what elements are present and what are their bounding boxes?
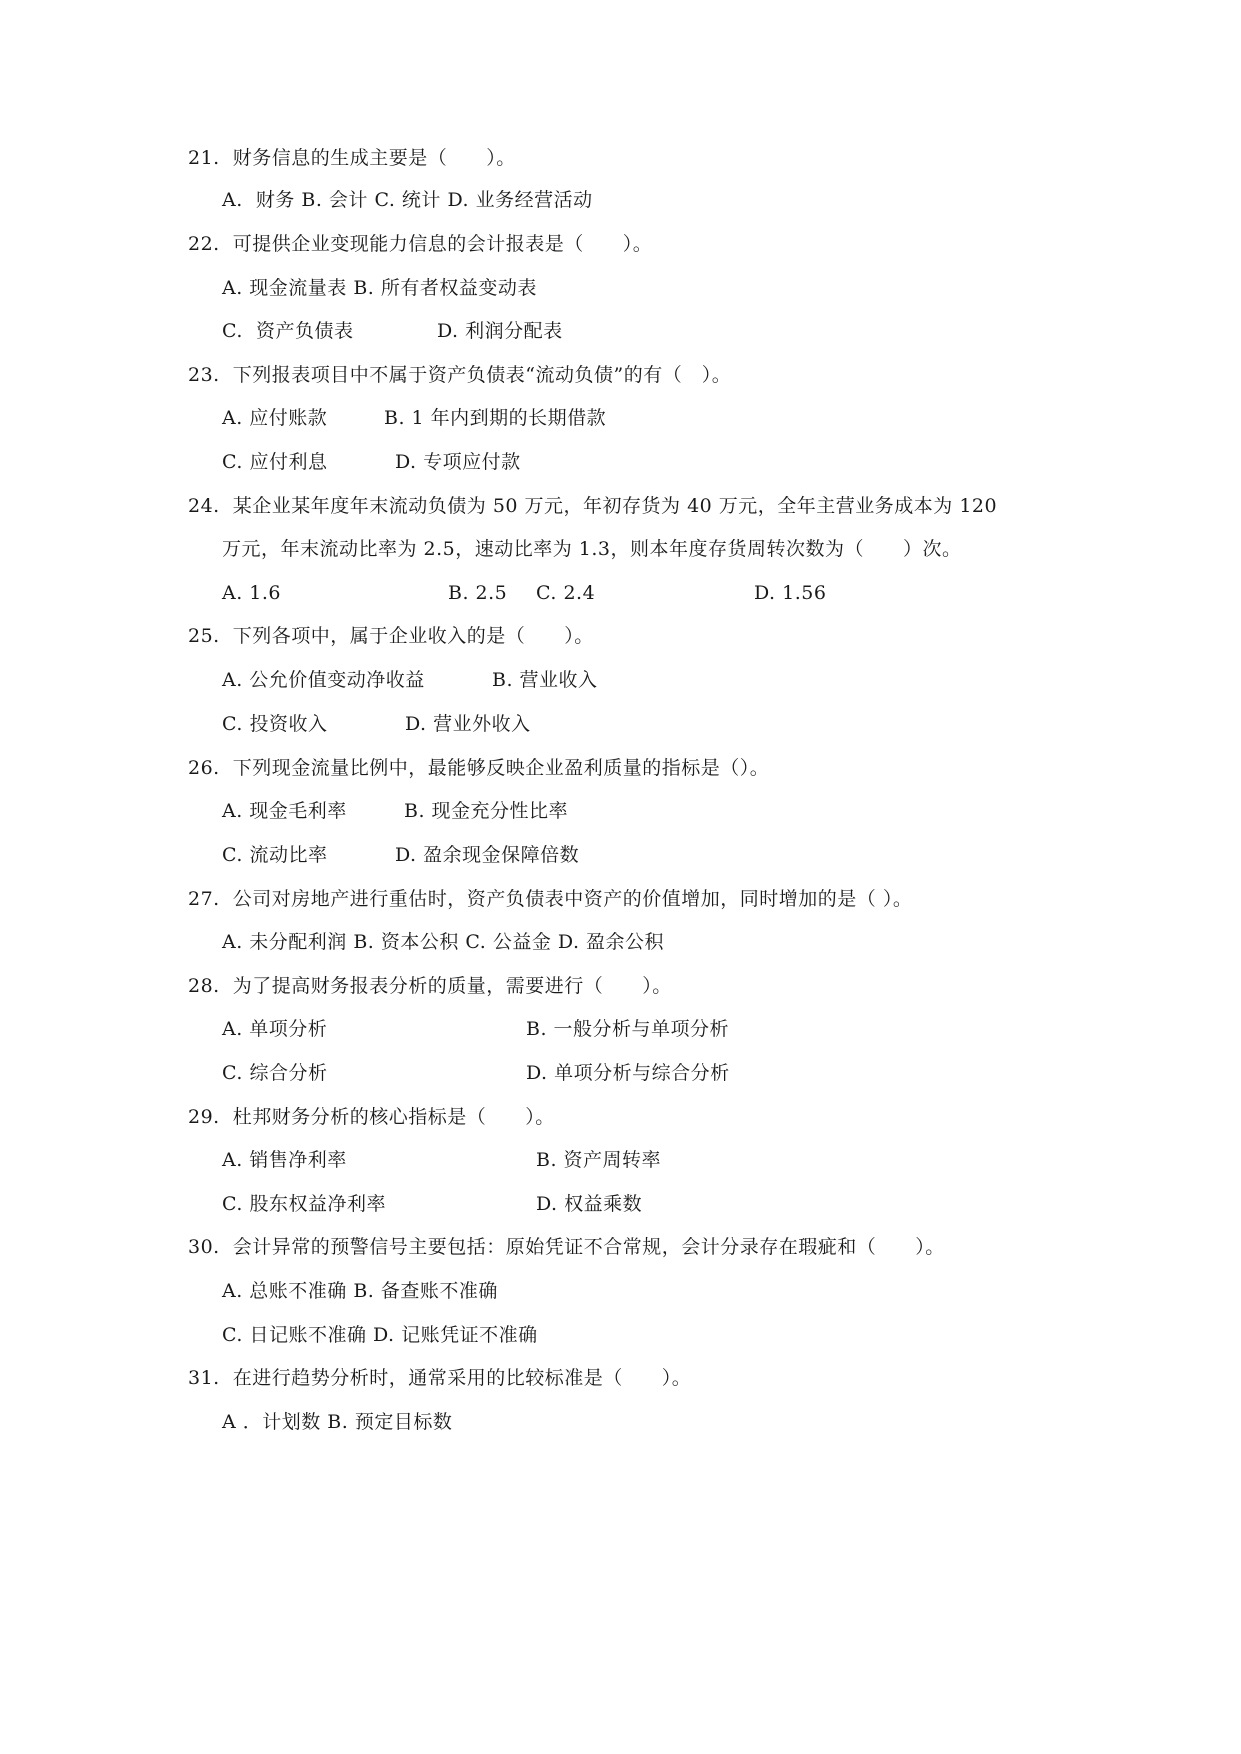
question-22-option-d: D. 利润分配表 <box>437 320 563 342</box>
question-24-option-b: B. 2.5 <box>448 582 508 604</box>
question-28-option-c: C. 综合分析 <box>222 1062 328 1084</box>
question-25-option-d: D. 营业外收入 <box>405 713 531 735</box>
question-24-stem-continued: 万元，年末流动比率为 2.5，速动比率为 1.3，则本年度存货周转次数为（ ）次。 <box>222 538 962 560</box>
question-27-stem: 27. 公司对房地产进行重估时，资产负债表中资产的价值增加，同时增加的是（ ）。 <box>188 888 913 910</box>
question-22-option-c: C. 资产负债表 <box>222 320 354 342</box>
question-21-stem: 21. 财务信息的生成主要是（ ）。 <box>188 147 516 169</box>
question-29-option-d: D. 权益乘数 <box>536 1193 643 1215</box>
question-23-option-a: A. 应付账款 <box>222 407 328 429</box>
question-29-option-a: A. 销售净利率 <box>222 1149 347 1171</box>
question-29-option-c: C. 股东权益净利率 <box>222 1193 386 1215</box>
question-28-stem: 28. 为了提高财务报表分析的质量，需要进行（ ）。 <box>188 975 672 997</box>
question-31-options: A ．计划数 B. 预定目标数 <box>222 1411 453 1433</box>
question-26-option-d: D. 盈余现金保障倍数 <box>395 844 580 866</box>
question-25-stem: 25. 下列各项中，属于企业收入的是（ ）。 <box>188 625 594 647</box>
question-26-stem: 26. 下列现金流量比例中，最能够反映企业盈利质量的指标是（）。 <box>188 757 770 779</box>
question-26-option-b: B. 现金充分性比率 <box>404 800 569 822</box>
question-28-option-a: A. 单项分析 <box>222 1018 328 1040</box>
question-31-stem: 31. 在进行趋势分析时，通常采用的比较标准是（ ）。 <box>188 1367 692 1389</box>
question-21-options: A. 财务 B. 会计 C. 统计 D. 业务经营活动 <box>222 189 593 211</box>
question-25-option-b: B. 营业收入 <box>492 669 598 691</box>
question-22-option-ab: A. 现金流量表 B. 所有者权益变动表 <box>222 277 537 299</box>
question-29-option-b: B. 资产周转率 <box>536 1149 662 1171</box>
question-23-stem: 23. 下列报表项目中不属于资产负债表“流动负债”的有（ ）。 <box>188 364 732 386</box>
question-26-option-a: A. 现金毛利率 <box>222 800 347 822</box>
question-25-option-c: C. 投资收入 <box>222 713 328 735</box>
question-29-stem: 29. 杜邦财务分析的核心指标是（ ）。 <box>188 1106 555 1128</box>
question-24-option-a: A. 1.6 <box>222 582 282 604</box>
question-27-options: A. 未分配利润 B. 资本公积 C. 公益金 D. 盈余公积 <box>222 931 665 953</box>
question-28-option-d: D. 单项分析与综合分析 <box>526 1062 730 1084</box>
question-24-option-d: D. 1.56 <box>754 582 827 604</box>
question-24-stem: 24. 某企业某年度年末流动负债为 50 万元，年初存货为 40 万元，全年主营业务成本为 120 <box>188 495 998 517</box>
question-22-stem: 22. 可提供企业变现能力信息的会计报表是（ ）。 <box>188 233 653 255</box>
question-24-option-c: C. 2.4 <box>536 582 596 604</box>
question-30-stem: 30. 会计异常的预警信号主要包括：原始凭证不合常规，会计分录存在瑕疵和（ ）。 <box>188 1236 945 1258</box>
question-26-option-c: C. 流动比率 <box>222 844 328 866</box>
question-23-option-d: D. 专项应付款 <box>395 451 521 473</box>
question-25-option-a: A. 公允价值变动净收益 <box>222 669 425 691</box>
question-23-option-b: B. 1 年内到期的长期借款 <box>384 407 607 429</box>
question-30-option-ab: A. 总账不准确 B. 备查账不准确 <box>222 1280 498 1302</box>
question-28-option-b: B. 一般分析与单项分析 <box>526 1018 730 1040</box>
question-30-option-cd: C. 日记账不准确 D. 记账凭证不准确 <box>222 1324 538 1346</box>
question-23-option-c: C. 应付利息 <box>222 451 328 473</box>
